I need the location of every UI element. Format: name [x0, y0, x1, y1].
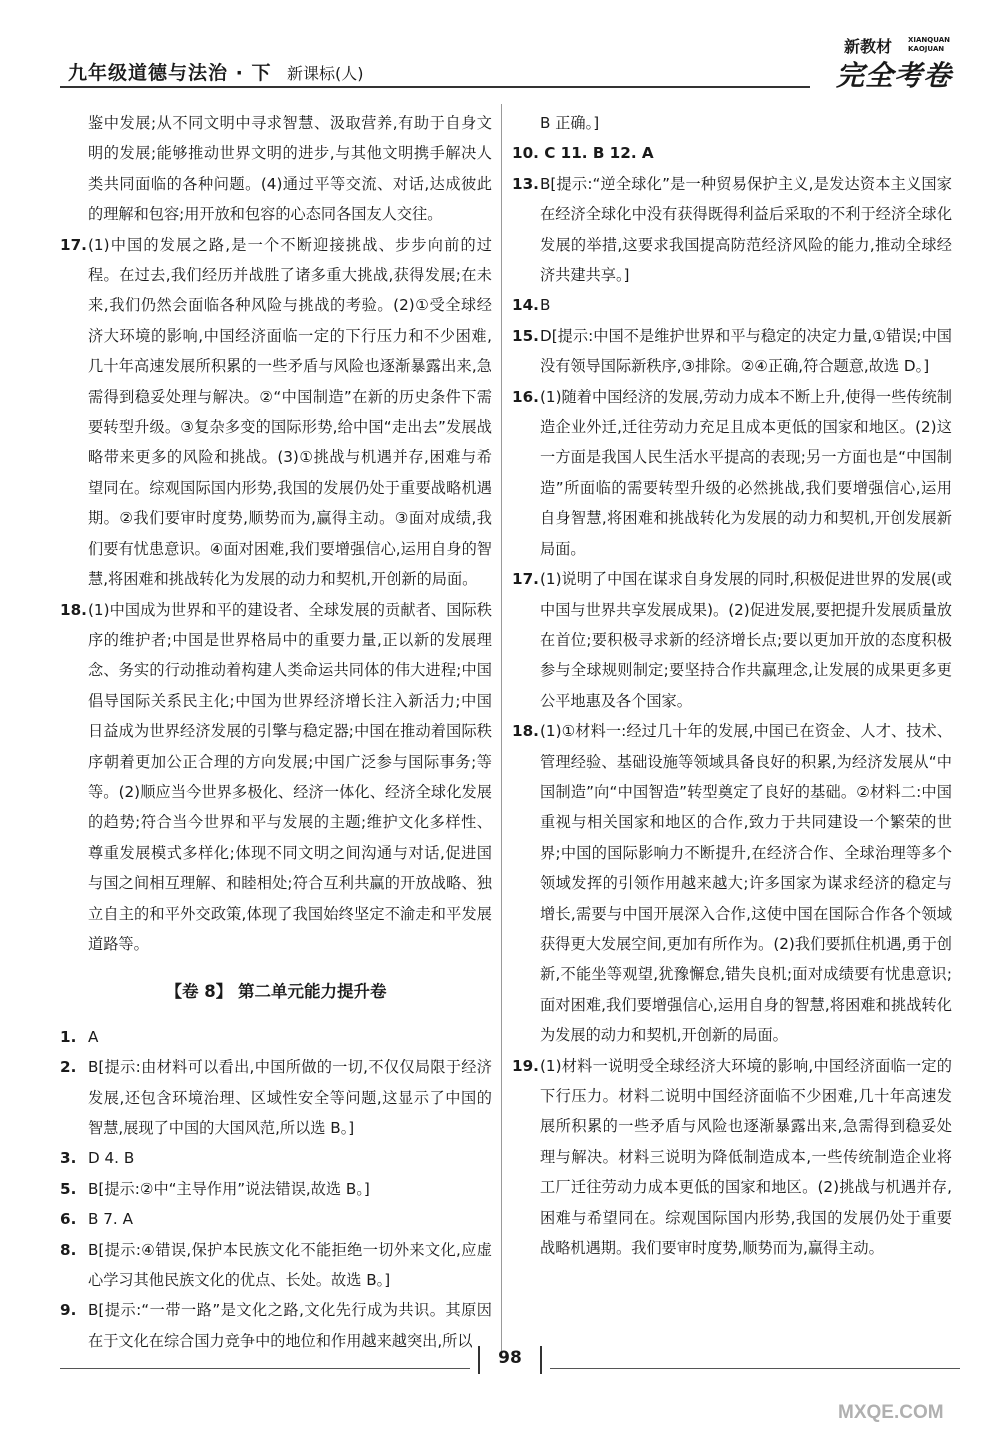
answer-text: (1)中国的发展之路,是一个不断迎接挑战、步步向前的过程。在过去,我们经历并战胜了诸多重大挑战,获得发展;在未来,我们仍然会面临各种风险与挑战的考验。(2)①受全球经济大环境的影响,中国经济面临一定的下行压力和不少困难,几十年高速发展所积累的一些矛盾与风险也逐渐暴露出来,急需得到稳妥处理与解决。②“中国制造”在新的历史条件下需要转型升级。③复杂多变的国际形势,给中国“走出去”发展战略带来更多的风险和挑战。(3)①挑战与机遇并存,困难与希望同在。综观国际国内形势,我国的发展仍处于重要战略机遇期。②我们要审时度势,顺势而为,赢得主动。③面对成绩,我们要有忧患意识。④面对困难,我们要增强信心,运用自身的智慧,将困难和挑战转化为发展的动力和契机,开创新的局面。	[88, 235, 492, 589]
answer-text: (1)①材料一:经过几十年的发展,中国已在资金、人才、技术、管理经验、基础设施等领域具备良好的积累,为经济发展从“中国制造”向“中国智造”转型奠定了良好的基础。②材料二:中国重视与相关国家和地区的合作,致力于共同建设一个繁荣的世界;中国的国际影响力不断提升,在经济合作、全球治理等多个领域发挥的引领作用越来越大;许多国家为谋求经济的稳定与增长,需要与中国开展深入合作,这使中国在国际合作各个领域获得更大发展空间,更加有所作为。(2)我们要抓住机遇,勇于创新,不能坐等观望,犹豫懈怠,错失良机;面对成绩要有忧患意识;面对困难,我们要增强信心,运用自身的智慧,将困难和挑战转化为发展的动力和契机,开创新的局面。	[540, 722, 952, 1045]
brand-pinyin: XIANQUAN KAOJUAN	[908, 36, 950, 53]
answer-item	[60, 1052, 492, 1143]
answer-item	[60, 1174, 492, 1204]
answer-text: 鉴中发展;从不同文明中寻求智慧、汲取营养,有助于自身文明的发展;能够推动世界文明的进步,与其他文明携手解决人类共同面临的各种问题。(4)通过平等交流、对话,达成彼此的理解和包容;用开放和包容的心态同各国友人交往。	[88, 114, 492, 224]
answer-item	[512, 108, 952, 138]
answer-number: 6.	[60, 1210, 77, 1229]
answer-item	[60, 1022, 492, 1052]
answer-text: B	[540, 296, 551, 315]
answer-item	[512, 1051, 952, 1264]
left-column	[60, 108, 492, 1356]
header-title: 九年级道德与法治 · 下	[68, 62, 272, 84]
column-divider	[501, 104, 502, 1354]
watermark	[838, 1360, 988, 1430]
answer-text: (1)材料一说明受全球经济大环境的影响,中国经济面临一定的下行压力。材料二说明中国经济面临不少困难,几十年高速发展所积累的一些矛盾与风险也逐渐暴露出来,急需得到稳妥处理与解决。材料三说明为降低制造成本,一些传统制造企业将工厂迁往劳动力成本更低的国家和地区。(2)挑战与机遇并存,困难与希望同在。综观国际国内形势,我国的发展仍处于重要战略机遇期。我们要审时度势,顺势而为,赢得主动。	[540, 1056, 952, 1258]
section-title: 【卷 8】 第二单元能力提升卷	[165, 982, 387, 1002]
answer-text: B 正确。]	[540, 114, 600, 132]
footer-rule-left	[60, 1368, 470, 1369]
brand-top-text: 新教材	[844, 37, 893, 56]
answer-text: 10. C 11. B 12. A	[512, 144, 654, 163]
answer-number: 3.	[60, 1149, 77, 1168]
answer-item	[512, 716, 952, 1050]
answer-number: 19.	[512, 1056, 539, 1075]
answer-text: B[提示:“一带一路”是文化之路,文化先行成为共识。其原因在于文化在综合国力竞争中的地位和作用越来越突出,所以	[88, 1301, 492, 1350]
answer-number: 17.	[60, 235, 87, 254]
answer-text: D 4. B	[88, 1149, 135, 1168]
brand-logo	[830, 28, 960, 94]
answer-number: 14.	[512, 296, 539, 315]
answer-number: 1.	[60, 1027, 77, 1046]
right-column	[512, 108, 952, 1263]
answer-text: B[提示:④错误,保护本民族文化不能拒绝一切外来文化,应虚心学习其他民族文化的优点、长处。故选 B。]	[88, 1240, 492, 1290]
answer-number: 13.	[512, 174, 539, 193]
answer-item	[60, 1143, 492, 1173]
page-header	[60, 28, 960, 92]
answer-number: 9.	[60, 1301, 77, 1320]
answer-number: 18.	[60, 600, 87, 619]
answer-text: B[提示:由材料可以看出,中国所做的一切,不仅仅局限于经济发展,还包含环境治理、区域性安全等问题,这显示了中国的智慧,展现了中国的大国风范,所以选 B。]	[88, 1058, 492, 1137]
answer-number: 18.	[512, 722, 539, 741]
answer-item	[512, 290, 952, 320]
page-footer	[60, 1340, 960, 1380]
answer-number: 5.	[60, 1179, 77, 1198]
answer-item	[512, 169, 952, 291]
answer-number: 15.	[512, 326, 539, 345]
answer-text: B 7. A	[88, 1210, 133, 1229]
answer-item	[60, 595, 492, 960]
answer-text: D[提示:中国不是维护世界和平与稳定的决定力量,①错误;中国没有领导国际新秩序,③排除。②④正确,符合题意,故选 D。]	[540, 326, 952, 376]
answer-item	[60, 108, 492, 230]
answer-number: 2.	[60, 1058, 77, 1077]
answer-text: (1)随着中国经济的发展,劳动力成本不断上升,使得一些传统制造企业外迁,迁往劳动力充足且成本更低的国家和地区。(2)这一方面是我国人民生活水平提高的表现;另一方面也是“中国制造”所面临的需要转型升级的必然挑战,我们要增强信心,运用自身智慧,将困难和挑战转化为发展的动力和契机,开创发展新局面。	[540, 387, 952, 558]
answer-text: B[提示:②中“主导作用”说法错误,故选 B。]	[88, 1179, 370, 1198]
answer-item	[60, 1204, 492, 1234]
answer-item	[512, 564, 952, 716]
answer-number: 17.	[512, 570, 539, 589]
answer-item	[60, 1235, 492, 1296]
answer-item	[60, 230, 492, 595]
answer-text: A	[88, 1027, 99, 1046]
answer-item	[512, 382, 952, 564]
answer-number: 8.	[60, 1240, 77, 1259]
page-number: 98	[498, 1348, 522, 1368]
answer-text: B[提示:“逆全球化”是一种贸易保护主义,是发达资本主义国家在经济全球化中没有获得既得利益后采取的不利于经济全球化发展的举措,这要求我国提高防范经济风险的能力,推动全球经济共建共享。]	[540, 174, 952, 285]
header-subtitle: 新课标(人)	[287, 64, 364, 83]
footer-bar-right	[540, 1346, 542, 1374]
brand-main-text: 完全考卷	[836, 59, 953, 92]
answer-text: (1)中国成为世界和平的建设者、全球发展的贡献者、国际秩序的维护者;中国是世界格局中的重要力量,正以新的发展理念、务实的行动推动着构建人类命运共同体的伟大进程;中国倡导国际关系民主化;中国为世界经济增长注入新活力;中国日益成为世界经济发展的引擎与稳定器;中国在推动着国际秩序朝着更加公正合理的方向发展;中国广泛参与国际事务;等等。(2)顺应当今世界多极化、经济一体化、经济全球化发展的趋势;符合当今世界和平与发展的主题;维护文化多样性、尊重发展模式多样化;体现不同文明之间沟通与对话,促进国与国之间相互理解、和睦相处;符合互利共赢的开放战略、独立自主的和平外交政策,体现了我国始终坚定不渝走和平发展道路等。	[88, 600, 492, 953]
footer-bar-left	[478, 1346, 480, 1374]
watermark-text: MXQE.COM	[838, 1402, 944, 1423]
answer-item	[512, 321, 952, 382]
answer-number: 16.	[512, 387, 539, 406]
answer-text: (1)说明了中国在谋求自身发展的同时,积极促进世界的发展(或中国与世界共享发展成果)。(2)促进发展,要把提升发展质量放在首位;要积极寻求新的经济增长点;要以更加开放的态度积极参与全球规则制定;要坚持合作共赢理念,让发展的成果更多更公平地惠及各个国家。	[540, 570, 952, 710]
header-rule	[60, 86, 810, 88]
answer-item	[512, 138, 952, 168]
